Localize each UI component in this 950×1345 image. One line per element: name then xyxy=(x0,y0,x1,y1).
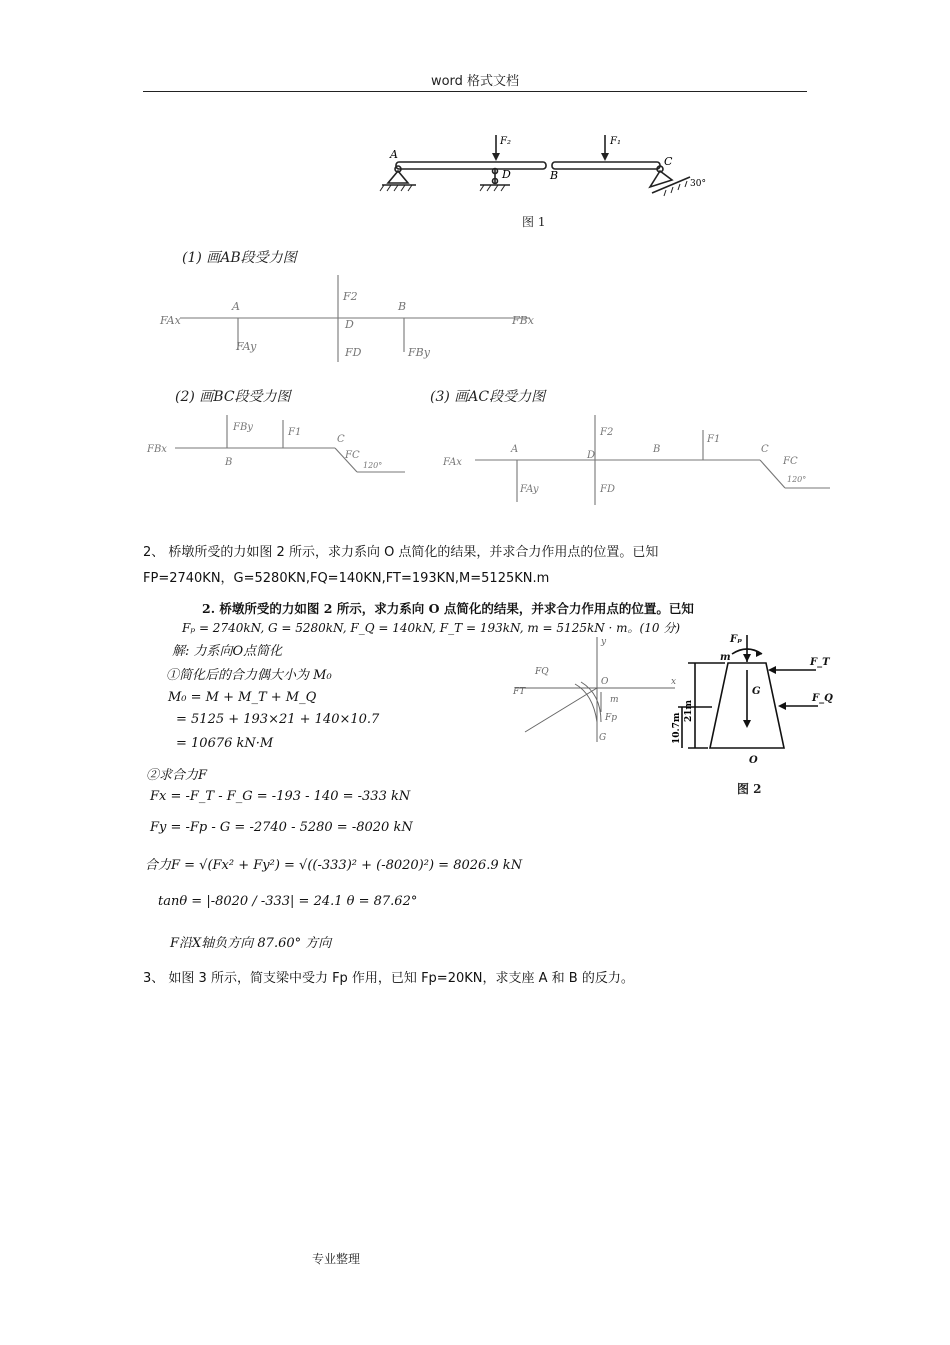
sketch-ab-free-body xyxy=(150,270,570,365)
fig2-fp: Fₚ xyxy=(730,634,743,645)
sketch-ab-title: (1) 画AB段受力图 xyxy=(182,250,297,266)
header-rule xyxy=(143,91,807,92)
ac-fay: FAy xyxy=(520,484,539,495)
fig2-g: G xyxy=(752,686,761,697)
sketch2-m: m xyxy=(610,695,619,705)
bc-fby: FBy xyxy=(233,422,253,433)
ab-fd: FD xyxy=(345,346,362,359)
ac-c: C xyxy=(761,444,769,455)
sketch2-ft: FT xyxy=(513,687,526,697)
sketch-bc-title: (2) 画BC段受力图 xyxy=(175,389,291,405)
sketch-ac-free-body xyxy=(435,410,835,505)
fig2-ft: F_T xyxy=(810,657,830,668)
ac-fc: FC xyxy=(783,456,798,467)
bc-angle: 120° xyxy=(363,461,383,470)
fig1-label-c: C xyxy=(664,155,673,168)
figure-2-caption: 图 2 xyxy=(737,782,762,796)
ab-b: B xyxy=(398,300,407,313)
figure-1-caption: 图 1 xyxy=(522,215,546,229)
fig1-label-d: D xyxy=(502,168,511,181)
bc-b: B xyxy=(225,457,233,468)
ab-d: D xyxy=(345,318,354,331)
sketch2-fp: Fp xyxy=(605,713,618,723)
fig2-h1: 21m xyxy=(684,699,694,722)
solution-line-7: Fx = -F_T - F_G = -193 - 140 = -333 kN xyxy=(150,789,411,804)
fig2-m: m xyxy=(720,652,731,663)
bc-fc: FC xyxy=(345,450,360,461)
bc-f1: F1 xyxy=(288,427,302,438)
scan-question-line-1: 2. 桥墩所受的力如图 2 所示，求力系向 O 点简化的结果，并求合力作用点的位置。已知 xyxy=(202,601,694,616)
fig1-label-b: B xyxy=(550,169,559,182)
solution-line-6: ②求合力F xyxy=(146,768,208,783)
question-3: 3、 如图 3 所示，简支梁中受力 Fp 作用，已知 Fp=20KN，求支座 A 和 B 的反力。 xyxy=(143,971,634,986)
sketch2-fq: FQ xyxy=(535,667,549,677)
sketch-bc-free-body xyxy=(145,410,415,490)
ac-angle: 120° xyxy=(787,475,807,484)
bc-fbx: FBx xyxy=(147,444,167,455)
ac-b: B xyxy=(653,444,661,455)
sketch2-o: O xyxy=(601,677,609,687)
fig2-fq: F_Q xyxy=(812,693,833,704)
solution-line-9: 合力F = √(Fx² + Fy²) = √((-333)² + (-8020)²) = 8026.9 kN xyxy=(145,858,523,873)
fig2-h2: 10.7m xyxy=(672,712,682,744)
fig1-label-f1: F₁ xyxy=(610,136,621,147)
ac-a: A xyxy=(511,444,519,455)
page-header: word 格式文档 xyxy=(430,74,520,89)
scan-question-line-2: Fₚ = 2740kN, G = 5280kN, F_Q = 140kN, F_T = 193kN, m = 5125kN · m。(10 分) xyxy=(182,621,681,635)
ab-a: A xyxy=(232,300,240,313)
fig1-label-f2: F₂ xyxy=(500,136,511,147)
fig1-label-angle: 30° xyxy=(690,179,706,189)
ac-f2: F2 xyxy=(600,427,614,438)
sketch-ac-title: (3) 画AC段受力图 xyxy=(430,389,546,405)
ac-d: D xyxy=(587,450,596,461)
ac-fd: FD xyxy=(600,484,615,495)
solution-line-1: 解: 力系向O点简化 xyxy=(172,644,283,659)
page-footer: 专业整理 xyxy=(312,1252,361,1266)
ac-f1: F1 xyxy=(707,434,721,445)
sketch2-x: x xyxy=(671,677,677,687)
bc-c: C xyxy=(337,434,345,445)
solution-line-5: = 10676 kN·M xyxy=(176,736,274,751)
sketch2-g: G xyxy=(599,733,607,743)
sketch2-y: y xyxy=(601,637,607,647)
ab-fbx: FBx xyxy=(512,314,534,327)
solution-line-4: = 5125 + 193×21 + 140×10.7 xyxy=(176,712,380,727)
solution-line-8: Fy = -Fp - G = -2740 - 5280 = -8020 kN xyxy=(150,820,413,835)
fig2-o: O xyxy=(749,755,758,766)
ac-fax: FAx xyxy=(443,457,462,468)
solution-line-11: F沿X轴负方向 87.60° 方向 xyxy=(170,936,332,951)
solution-line-10: tanθ = |-8020 / -333| = 24.1 θ = 87.62° xyxy=(158,894,418,909)
question-2-line-2: FP=2740KN，G=5280KN,FQ=140KN,FT=193KN,M=5125KN.m xyxy=(143,571,550,586)
solution-coordinate-sketch xyxy=(505,632,685,752)
figure-2-bridge-pier xyxy=(670,630,840,780)
ab-f2: F2 xyxy=(343,290,358,303)
ab-fay: FAy xyxy=(236,340,257,353)
fig1-label-a: A xyxy=(390,148,398,161)
question-2-line-1: 2、 桥墩所受的力如图 2 所示，求力系向 O 点简化的结果，并求合力作用点的位置。已知 xyxy=(143,545,659,560)
ab-fax: FAx xyxy=(160,314,181,327)
solution-line-2: ①简化后的合力偶大小为 M₀ xyxy=(166,668,332,683)
ab-fby: FBy xyxy=(408,346,430,359)
solution-line-3: M₀ = M + M_T + M_Q xyxy=(168,690,317,705)
